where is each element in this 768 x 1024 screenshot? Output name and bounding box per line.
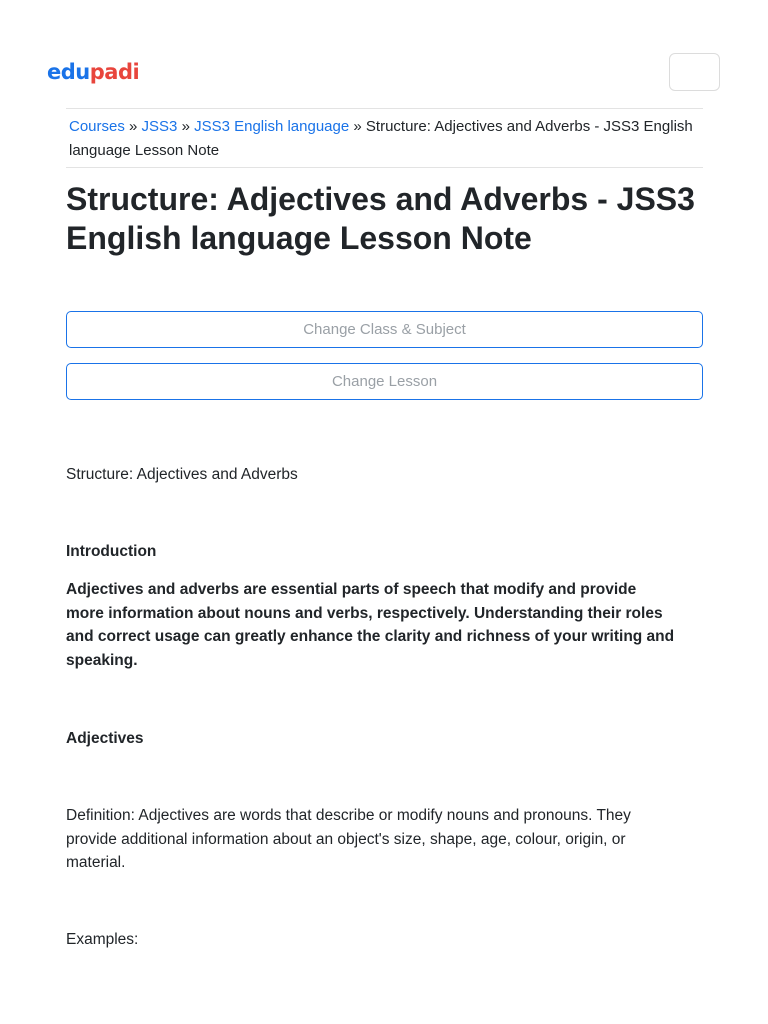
breadcrumb-separator: » [129, 118, 138, 135]
change-class-subject-button[interactable]: Change Class & Subject [66, 311, 703, 348]
logo-part-edu: edu [47, 60, 90, 84]
adjectives-heading: Adjectives [66, 730, 144, 747]
examples-label: Examples: [66, 931, 139, 948]
introduction-heading: Introduction [66, 543, 157, 560]
breadcrumb-link-courses[interactable]: Courses [69, 118, 125, 135]
breadcrumb-link-jss3-english[interactable]: JSS3 English language [194, 118, 350, 135]
breadcrumb-link-jss3[interactable]: JSS3 [141, 118, 178, 135]
lesson-subtitle: Structure: Adjectives and Adverbs [66, 466, 298, 483]
change-lesson-button[interactable]: Change Lesson [66, 363, 703, 400]
logo-part-padi: padi [89, 60, 140, 84]
breadcrumb-separator: » [181, 118, 190, 135]
breadcrumb-separator: » [353, 118, 362, 135]
breadcrumb-current: Structure: Adjectives and Adverbs - JSS3 English language Lesson Note [69, 118, 693, 159]
adjectives-definition: Definition: Adjectives are words that describe or modify nouns and pronouns. They provide additional information about an object's size, shape, age, colour, origin, or material. [66, 807, 631, 871]
menu-toggle-button[interactable] [669, 53, 720, 91]
top-navbar [0, 0, 768, 100]
breadcrumb [66, 108, 703, 168]
page-title: Structure: Adjectives and Adverbs - JSS3 English language Lesson Note [66, 181, 695, 256]
introduction-paragraph: Adjectives and adverbs are essential parts of speech that modify and provide more information about nouns and verbs, respectively. Understanding their roles and correct usage can greatly enhance the clarity and richness of your writing and speaking. [66, 581, 675, 669]
edupadi-logo[interactable] [47, 58, 139, 86]
